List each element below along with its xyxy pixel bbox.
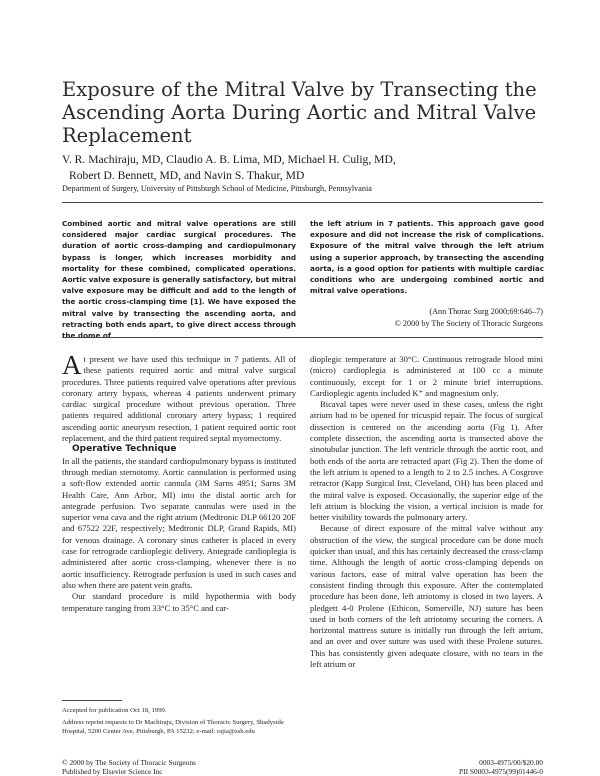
author-list [62, 152, 552, 184]
abstract-bottom-rule [62, 337, 543, 338]
body-paragraph-4: Bicaval tapes were never used in these cases, unless the right atrium had to be opened for tricuspid repair. The focus of surgical dissection is centered on the ascending aorta (Fig 1). After complete dissection, the ascending aorta is transected above the sinotubular junction. The left ventricle through the aortic root, and both ends of the aorta are retracted apart (Fig 2). Then the dome of the left atrium is opened to a length to 2 to 2.5 inches. A Cosgrove retractor (Kapp Surgical Inst, Cleveland, OH) has been placed and the mitral valve is exposed. Occasionally, the superior edge of the left atrium is blocking the vision, a vertical incision is made for better visibility towards the pulmonary artery. [310, 399, 543, 523]
footer-left [62, 758, 196, 776]
section-heading: Operative Technique [72, 444, 177, 455]
footer-copyright: © 2000 by The Society of Thoracic Surgeons [62, 758, 196, 767]
footer-issn: 0003-4975/00/$20.00 [479, 758, 543, 767]
footnote-reprints: Address reprint requests to Dr Machiraju, Division of Thoracic Surgery, Shadyside Hospital, 5200 Center Ave, Pittsburgh, PA 15232; e-mail: rajia@ssh.edu [62, 719, 284, 735]
top-rule [62, 202, 543, 203]
drop-cap: A [62, 350, 82, 380]
footnote-accepted: Accepted for publication Oct 18, 1999. [62, 707, 167, 714]
footnote-rule [62, 700, 122, 701]
body-left-column [62, 350, 296, 614]
body-paragraph-5: Because of direct exposure of the mitral valve without any obstruction of the view, the surgical procedure can be done much quicker than usual, and this has certainly decreased the cross-clamp time. Although the length of aortic cross-clamping depends on various factors, ease of mitral valve operation has been the consistent finding through this exposure. After the contemplated procedure has been done, left atriotomy is closed in two layers. A pledgett 4-0 Prolene (Ethicon, Somerville, NJ) suture has been used in both corners of the left atriotomy securing the corners. A horizontal mattress suture is initially run through the left atrium, and an over and over suture was used with these Prolene sutures. This has consistently given adequate closure, with no tears in the left atrium or [310, 523, 543, 670]
intro-paragraph [62, 350, 296, 444]
authors-line-1: V. R. Machiraju, MD, Claudio A. B. Lima, MD, Michael H. Culig, MD, [62, 153, 396, 166]
abstract-copyright: © 2000 by The Society of Thoracic Surgeons [394, 319, 543, 328]
affiliation: Department of Surgery, University of Pittsburgh School of Medicine, Pittsburgh, Pennsylvania [62, 184, 372, 193]
authors-line-2: Robert D. Bennett, MD, and Navin S. Thakur, MD [69, 169, 305, 182]
abstract-left: Combined aortic and mitral valve operations are still considered major cardiac surgical procedures. The duration of aortic cross-damping and cardiopulmonary bypass is longer, which increases morbidity and mortality for these combined, complicated operations. Aortic valve exposure is generally satisfactory, but mitral valve exposure may be difficult and add to the length of the aortic cross-clamping time [1]. We have exposed the mitral valve by transecting the ascending aorta, and retracting both ends apart, to give direct access through the dome of [62, 219, 296, 341]
citation: (Ann Thorac Surg 2000;69:646–7) [429, 307, 543, 316]
body-paragraph-2: Our standard procedure is mild hypothermia with body temperature ranging from 33°C to 35°C and car- [62, 591, 296, 613]
footer-publisher: Published by Elsevier Science Inc [62, 767, 163, 776]
intro-text: t present we have used this technique in 7 patients. All of these patients required aortic and mitral valve surgical procedures. Three patients required valve operations after previous coronary artery bypass, whereas 4 patients underwent primary cardiac surgical procedure without previous operation. Three patients required additional coronary artery bypass; 1 required ascending aortic aneurysm resection, 1 patient required aortic root replacement, and the third patient required septal myomectomy. [62, 354, 296, 444]
footer-pii: PII S0003-4975(99)01446-0 [459, 767, 543, 776]
body-paragraph-3: dioplegic temperature at 30°C. Continuous retrograde blood mini (micro) cardioplegia is administered at 100 cc a minute continuously, except for 1 or 2 minute brief interruptions. Cardioplegic agents included K⁺ and magnesium only. [310, 354, 543, 398]
body-right-column [310, 354, 543, 670]
article-title: Exposure of the Mitral Valve by Transecting the Ascending Aorta During Aortic and Mitral Valve Replacement [62, 78, 537, 147]
abstract-right: the left atrium in 7 patients. This approach gave good exposure and did not increase the risk of complications. Exposure of the mitral valve through the left atrium using a superior approach, by transecting the ascending aorta, is a good option for patients with multiple cardiac conditions who are undergoing combined aortic and mitral valve operations. [310, 219, 544, 296]
footer-right [459, 758, 543, 776]
body-paragraph-1: In all the patients, the standard cardiopulmonary bypass is instituted through median sternotomy. Aortic cannulation is performed using a soft-flow extended aortic cannula (3M Sarns 4951; Sarns 3M Health Care, Ann Arbor, MI) into the distal aortic arch for antegrade perfusion. Two separate cannulas were used in the superior vena cava and the right atrium (Medtronic DLP 66120 20F and 67522 22F, respectively; Medtronic DLP, Grand Rapids, MI) for venous drainage. A coronary sinus catheter is placed in every case for retrograde cardioplegic delivery. Antegrade cardioplegia is administered after aortic cross-clamping, whenever there is no aortic insufficiency. Retrograde perfusion is used in such cases and also when there are patent vein grafts. [62, 455, 296, 590]
